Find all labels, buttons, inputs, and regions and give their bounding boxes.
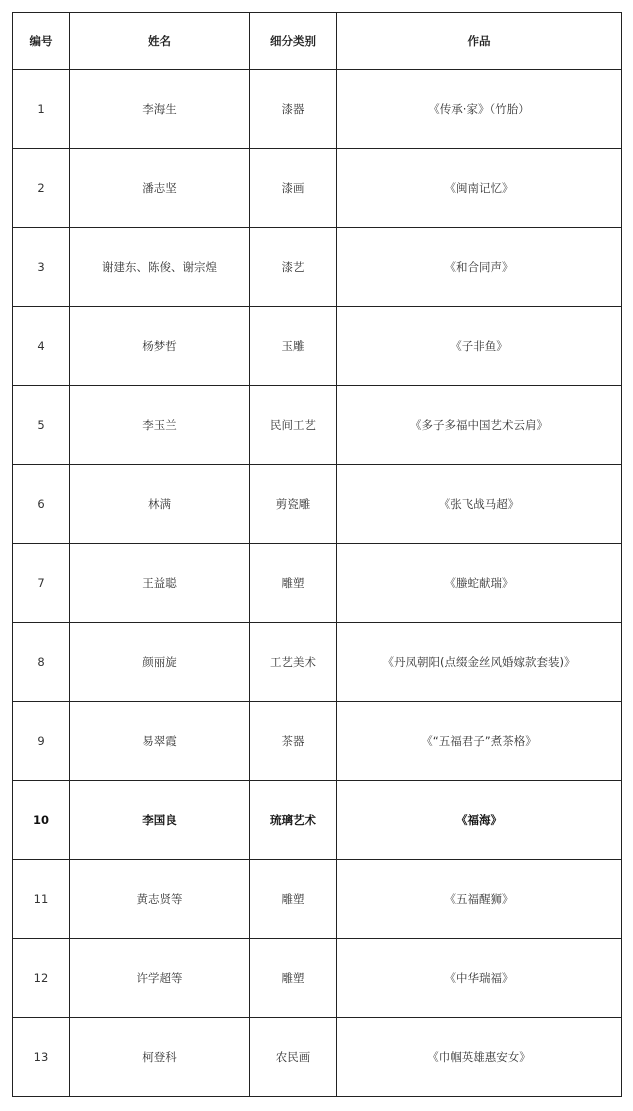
cell-category: 琉璃艺术: [250, 781, 337, 860]
table-row: [13, 1018, 622, 1097]
cell-name: 许学超等: [70, 939, 250, 1018]
table-row: [13, 939, 622, 1018]
cell-name: 李海生: [70, 70, 250, 149]
header-name: 姓名: [70, 13, 250, 70]
table-row: [13, 781, 622, 860]
cell-category: 民间工艺: [250, 386, 337, 465]
cell-work: 《闽南记忆》: [337, 149, 622, 228]
cell-category: 工艺美术: [250, 623, 337, 702]
table-row: [13, 228, 622, 307]
cell-number: 11: [13, 860, 70, 939]
cell-name: 谢建东、陈俊、谢宗煌: [70, 228, 250, 307]
cell-category: 茶器: [250, 702, 337, 781]
cell-name: 杨梦哲: [70, 307, 250, 386]
cell-number: 9: [13, 702, 70, 781]
cell-category: 雕塑: [250, 860, 337, 939]
cell-name: 王益聪: [70, 544, 250, 623]
cell-work: 《子非鱼》: [337, 307, 622, 386]
cell-name: 潘志坚: [70, 149, 250, 228]
cell-work: 《传承·家》（竹胎）: [337, 70, 622, 149]
header-category: 细分类别: [250, 13, 337, 70]
cell-category: 漆艺: [250, 228, 337, 307]
cell-name: 黄志贤等: [70, 860, 250, 939]
cell-name: 易翠霞: [70, 702, 250, 781]
cell-number: 1: [13, 70, 70, 149]
table-row: [13, 465, 622, 544]
cell-number: 7: [13, 544, 70, 623]
cell-work: 《丹凤朝阳(点缀金丝风婚嫁款套装)》: [337, 623, 622, 702]
table-row: [13, 544, 622, 623]
table-row: [13, 702, 622, 781]
cell-work: 《螣蛇献瑞》: [337, 544, 622, 623]
cell-number: 5: [13, 386, 70, 465]
table-body: [13, 70, 622, 1097]
cell-number: 3: [13, 228, 70, 307]
cell-category: 剪瓷雕: [250, 465, 337, 544]
header-work: 作品: [337, 13, 622, 70]
header-row: [13, 13, 622, 70]
table-row: [13, 70, 622, 149]
cell-work: 《张飞战马超》: [337, 465, 622, 544]
cell-work: 《巾帼英雄惠安女》: [337, 1018, 622, 1097]
cell-work: 《中华瑞福》: [337, 939, 622, 1018]
cell-name: 颜丽旋: [70, 623, 250, 702]
cell-work: 《“五福君子”煮茶格》: [337, 702, 622, 781]
cell-name: 李玉兰: [70, 386, 250, 465]
cell-work: 《多子多福中国艺术云肩》: [337, 386, 622, 465]
cell-category: 雕塑: [250, 544, 337, 623]
table-row: [13, 623, 622, 702]
cell-number: 4: [13, 307, 70, 386]
cell-category: 雕塑: [250, 939, 337, 1018]
cell-number: 10: [13, 781, 70, 860]
cell-category: 玉雕: [250, 307, 337, 386]
cell-work: 《五福醒狮》: [337, 860, 622, 939]
cell-number: 13: [13, 1018, 70, 1097]
header-number: 编号: [13, 13, 70, 70]
table-row: [13, 307, 622, 386]
cell-name: 李国良: [70, 781, 250, 860]
table-row: [13, 149, 622, 228]
table-row: [13, 860, 622, 939]
works-table: [12, 12, 622, 1097]
cell-work: 《福海》: [337, 781, 622, 860]
cell-category: 漆画: [250, 149, 337, 228]
cell-number: 2: [13, 149, 70, 228]
cell-number: 8: [13, 623, 70, 702]
cell-name: 柯登科: [70, 1018, 250, 1097]
cell-category: 农民画: [250, 1018, 337, 1097]
cell-name: 林满: [70, 465, 250, 544]
table-row: [13, 386, 622, 465]
cell-work: 《和合同声》: [337, 228, 622, 307]
table-header: [13, 13, 622, 70]
cell-category: 漆器: [250, 70, 337, 149]
cell-number: 6: [13, 465, 70, 544]
cell-number: 12: [13, 939, 70, 1018]
